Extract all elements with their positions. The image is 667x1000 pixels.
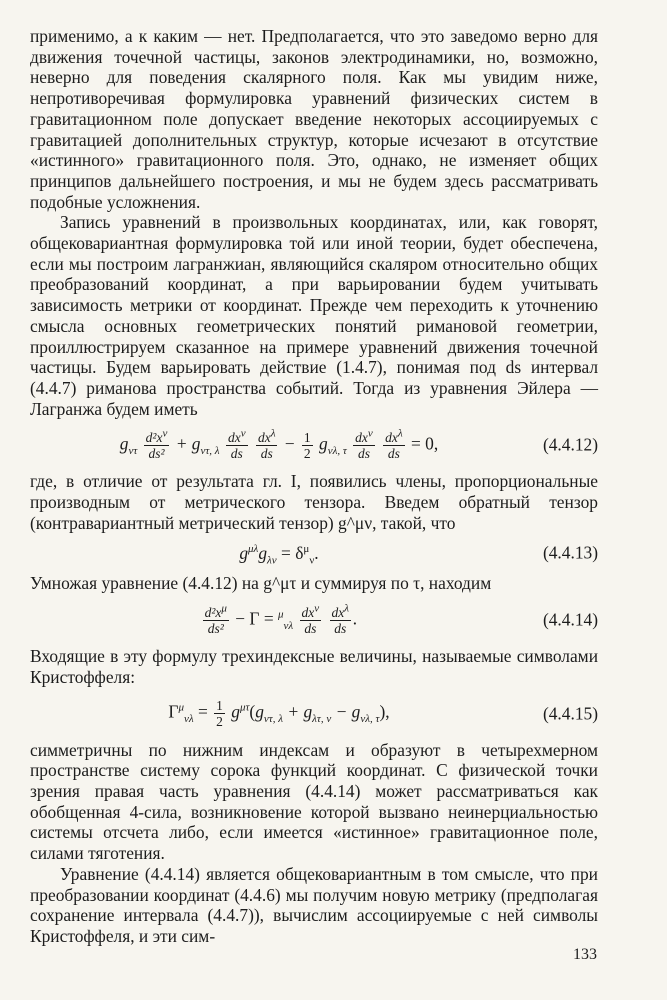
book-page (30, 26, 598, 947)
equation-4-4-15 (30, 688, 598, 740)
page-number: 133 (573, 946, 597, 963)
paragraph-4: Умножая уравнение (4.4.12) на g^μτ и суммируя по τ, находим (30, 573, 492, 594)
paragraph-7: Уравнение (4.4.14) является общековариантным в том смысле, что при преобразовании координат (4.4.6) мы получим новую метрику (предполагая сохранение интервала (4.4.7)), вычислим ассоциируемые с ней символы Кристоффеля, и эти сим- (30, 863, 598, 946)
paragraph-1: применимо, а к каким — нет. Предполагается, что это заведомо верно для движения точечной частицы, законов электродинамики, но, возможно, неверно для поведения скалярного поля. Как мы увидим ниже, непротиворечивая формулировка уравнений физических систем в гравитационном поле допускает введение некоторых ассоциируемых с гравитацией дополнительных структур, которые исчезают в отсутствие «истинного» гравитационного поля. Это, однако, не изменяет общих принципов дальнейшего построения, и мы не будем здесь рассматривать подобные усложнения. (30, 26, 598, 212)
equation-4-4-13 (30, 533, 598, 573)
equation-formula: $\Gamma^\mu_{\nu\lambda}$ = $\frac{1}{2}$ $g^{\mu\tau}(g_{\nu\tau, \lambda} + g_{\lambda\tau, \nu} - g_{\nu\lambda, \tau})$, (168, 698, 390, 730)
paragraph-2: Запись уравнений в произвольных координатах, или, как говорят, общековариантная формулировка той или иной теории, будет обеспечена, если мы построим лагранжиан, являющийся скаляром относительно общих преобразований координат, а при варьировании будем учитывать зависимость метрики от координат. Прежде чем переходить к уточнению смысла основных геометрических понятий римановой геометрии, проиллюстрируем сказанное на примере уравнений движения точечной частицы. Будем варьировать действие (1.4.7), понимая под ds интервал (4.4.7) риманова пространства событий. Тогда из уравнения Эйлера — Лагранжа будем иметь (30, 212, 598, 419)
equation-number: (4.4.14) (542, 609, 598, 630)
equation-number: (4.4.13) (542, 542, 598, 563)
equation-formula: $\frac{d^2x^\mu}{\text{ds²}}$ − Γ = $^\mu_{\nu\lambda}$ $\frac{dx^\nu}{ds}$ $\frac{dx^\lambda}{ds}$ . (204, 602, 358, 636)
equation-formula: $g_{\nu\tau}$ $\frac{d^2x^\nu}{\text{ds²}}$ + $g_{\nu\tau, \lambda}$ $\frac{dx^\nu}{ds}$ $\frac{dx^\lambda}{ds}$ − $\frac{1}{2}$ $g_{\nu\lambda, \tau}$ $\frac{dx^\nu}{ds}$ $\frac{dx^\lambda}{ds}$ = 0, (119, 427, 439, 461)
equation-number: (4.4.15) (542, 703, 598, 724)
equation-4-4-14 (30, 594, 598, 646)
paragraph-6: симметричны по нижним индексам и образуют в четырехмерном пространстве систему сорока функций координат. С физической точки зрения правая часть уравнения (4.4.14) может рассматриваться как обобщенная 4-сила, возникновение которой вызвано неинерциальностью системы отсчета либо, если имеется «истинное» гравитационное поле, силами тяготения. (30, 739, 598, 864)
equation-number: (4.4.12) (542, 434, 598, 455)
paragraph-5: Входящие в эту формулу трехиндексные величины, называемые символами Кристоффеля: (30, 646, 598, 687)
equation-4-4-12 (30, 419, 598, 471)
paragraph-3: где, в отличие от результата гл. I, появились члены, пропорциональные производным от метрического тензора. Введем обратный тензор (контравариантный метрический тензор) g^μν, такой, что (30, 471, 598, 533)
equation-formula: $g^{\mu\lambda}g_{\lambda\nu} = \delta^\mu_\nu$. (239, 542, 319, 567)
